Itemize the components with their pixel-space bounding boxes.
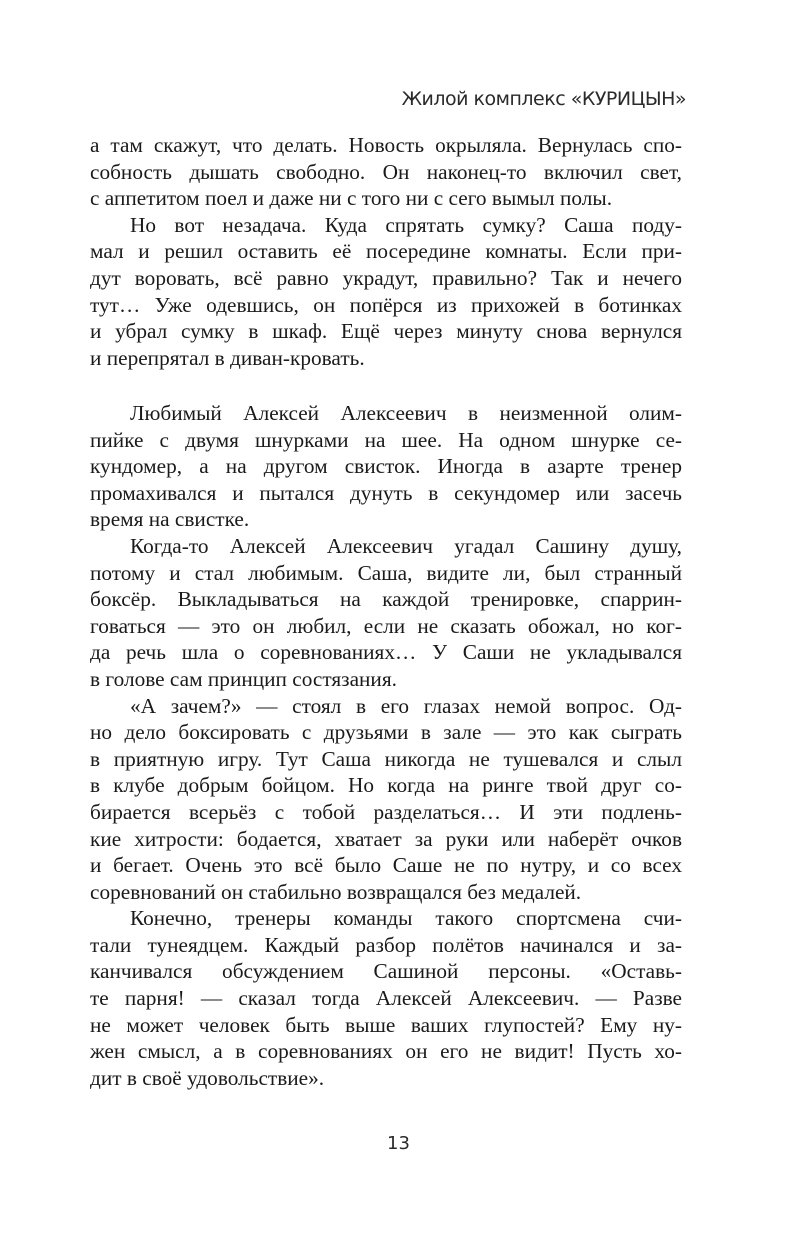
- text-line: и убрал сумку в шкаф. Ещё через минуту снова вернулся: [90, 319, 682, 344]
- text-line: и бегает. Очень это всё было Саше не по нутру, и со всех: [90, 853, 682, 878]
- text-line: Конечно, тренеры команды такого спортсмена счи-: [130, 906, 682, 931]
- text-line: в приятную игру. Тут Саша никогда не тушевался и слыл: [90, 746, 682, 771]
- text-line: не может человек быть выше ваших глупостей? Ему ну-: [90, 1012, 682, 1037]
- text-line: дит в своё удовольствие».: [90, 1065, 325, 1090]
- text-line: Но вот незадача. Куда спрятать сумку? Саша поду-: [130, 212, 682, 237]
- text-line: а там скажут, что делать. Новость окрыляла. Вернулась спо-: [90, 133, 682, 157]
- text-line: те парня! — сказал тогда Алексей Алексеевич. — Разве: [90, 986, 682, 1011]
- text-line: собность дышать свободно. Он наконец-то включил свет,: [90, 159, 682, 184]
- text-line: канчивался обсуждением Сашиной персоны. «Оставь-: [90, 959, 682, 984]
- text-line: Когда-то Алексей Алексеевич угадал Сашину душу,: [130, 533, 682, 558]
- text-line: промахивался и пытался дунуть в секундомер или засечь: [90, 480, 682, 505]
- text-line: тали тунеядцем. Каждый разбор полётов начинался и за-: [90, 932, 682, 957]
- text-section-2: [90, 400, 682, 1091]
- text-line: время на свистке.: [90, 507, 250, 532]
- text-line: но дело боксировать с друзьями в зале — это как сыграть: [90, 720, 682, 745]
- text-line: потому и стал любимым. Саша, видите ли, был странный: [90, 560, 682, 585]
- text-line: мал и решил оставить её посередине комнаты. Если при-: [90, 239, 682, 264]
- page-number: 13: [387, 1133, 410, 1154]
- text-line: в голове сам принцип состязания.: [90, 666, 397, 691]
- text-line: бирается всерьёз с тобой разделаться… И эти подлень-: [90, 799, 682, 824]
- text-line: тут… Уже одевшись, он попёрся из прихожей в ботинках: [90, 292, 682, 317]
- running-header: Жилой комплекс «КУРИЦЫН»: [401, 88, 686, 110]
- text-line: боксёр. Выкладываться на каждой тренировке, спаррин-: [90, 587, 682, 612]
- text-line: кие хитрости: бодается, хватает за руки или наберёт очков: [90, 826, 682, 851]
- text-line: «А зачем?» — стоял в его глазах немой вопрос. Од-: [130, 693, 682, 718]
- text-line: да речь шла о соревнованиях… У Саши не укладывался: [90, 640, 682, 665]
- text-line: в клубе добрым бойцом. Но когда на ринге твой друг со-: [90, 773, 682, 798]
- text-line: жен смысл, а в соревнованиях он его не видит! Пусть хо-: [90, 1039, 682, 1064]
- text-line: кундомер, а на другом свисток. Иногда в азарте тренер: [90, 454, 682, 479]
- text-section-1: [90, 132, 682, 371]
- text-line: с аппетитом поел и даже ни с того ни с сего вымыл полы.: [90, 186, 613, 211]
- text-line: и перепрятал в диван-кровать.: [90, 345, 365, 370]
- text-line: дут воровать, всё равно украдут, правильно? Так и нечего: [90, 265, 682, 290]
- text-line: соревнований он стабильно возвращался без медалей.: [90, 879, 582, 904]
- text-line: пийке с двумя шнурками на шее. На одном шнурке се-: [90, 427, 682, 452]
- text-line: говаться — это он любил, если не сказать обожал, но ког-: [90, 613, 682, 638]
- text-line: Любимый Алексей Алексеевич в неизменной олим-: [130, 401, 682, 425]
